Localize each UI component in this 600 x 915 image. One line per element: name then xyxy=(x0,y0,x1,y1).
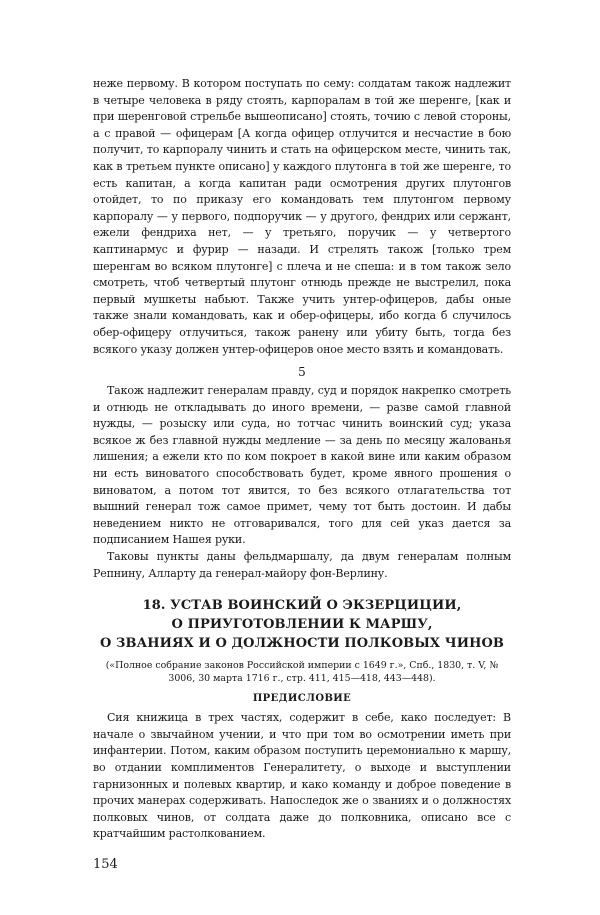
paragraph-closing-text: Таковы пункты даны фельдмаршалу, да двум генералам полным Репнину, Алларту да генерал-майору фон-Верлину. xyxy=(93,550,511,580)
page-number: 154 xyxy=(93,856,118,872)
paragraph-preface-text: Сия книжица в трех частях, содержит в себе, како последует: В начале о звычайном учении, и что при том во осмотрении иметь при инфантерии. Потом, каким образом поступить церемониально к маршу, во отдании комплиментов Генералитету, о выходе и выступлении гарнизонных и полевых квартир, и како команду и доброе поведение в прочих манерах содерживать. Напоследок же о званиях и о должностях полковых чинов, от солдата даже до полковника, описано все с кратчайшим растолкованием. xyxy=(93,711,511,841)
paragraph-closing xyxy=(93,549,511,582)
document-title xyxy=(93,596,511,653)
paragraph-section-5-text: Також надлежит генералам правду, суд и порядок накрепко смотреть и отнюдь не откладывать до иного времени, — разве самой главной нужды, — розыску или суда, но тотчас чинить воинский суд; указа всякое ж без главной нужды медление — за день по месяцу жалованья лишения; а ежели кто по ком покроет в какой вине или каким образом ни есть виноватого способствовать будет, кроме явного прошения о виноватом, а потом тот явится, то без всякого отлагательства тот вышний генерал тож самое примет, чему тот быть достоин. И дабы неведением никто не отговаривался, того для сей указ дается за подписанием Нашея руки. xyxy=(93,384,511,547)
book-page xyxy=(93,76,511,872)
document-title-line-1: 18. УСТАВ ВОИНСКИЙ О ЭКЗЕРЦИЦИИ, xyxy=(142,598,462,614)
paragraph-preface xyxy=(93,710,511,843)
paragraph-continued: неже первому. В котором поступать по сему: солдатам також надлежит в четыре человека в ряду стоять, карпоралам в той же шеренге, [как и при шеренговой стрельбе вышеописано] стоять, точию с левой стороны, а с правой — офицерам [А когда офицер отлучится и несчастие в бою получит, то карпоралу чинить и стать на офицерском месте, чинить так, как в третьем пункте описано] у каждого плутонга в той же шеренге, то есть капитан, а когда капитан ради осмотрения других плутонгов отойдет, то по приказу его командовать тем плутонгом первому карпоралу — у первого, подпоручик — у другого, фендрих или сержант, ежели фендриха нет, — у третьяго, поручик — у четвертого каптинармус и фурир — назади. И стрелять також [только трем шеренгам во всяком плутонге] с плеча и не спеша: и в том також зело смотреть, чтоб четвертый плутонг отнюдь прежде не выстрелил, пока первый мушкеты набьют. Также учить унтер-офицеров, дабы оные также знали командовать, как и обер-офицеры, ибо когда б случилось обер-офицеру отлучиться, також ранену или убиту быть, тогда без всякого указу должен унтер-офицеров оное место взять и командовать. xyxy=(93,77,511,356)
document-title-line-2: О ПРИУГОТОВЛЕНИИ К МАРШУ, xyxy=(171,617,433,633)
paragraph-section-5 xyxy=(93,383,511,549)
document-title-line-3: О ЗВАНИЯХ И О ДОЛЖНОСТИ ПОЛКОВЫХ ЧИНОВ xyxy=(100,636,504,652)
source-citation: («Полное собрание законов Российской империи с 1649 г.», Спб., 1830, т. V, № 3006, 30 марта 1716 г., стр. 411, 415—418, 443—448). xyxy=(105,660,499,685)
section-number: 5 xyxy=(298,365,306,380)
preface-heading: ПРЕДИСЛОВИЕ xyxy=(252,693,352,705)
